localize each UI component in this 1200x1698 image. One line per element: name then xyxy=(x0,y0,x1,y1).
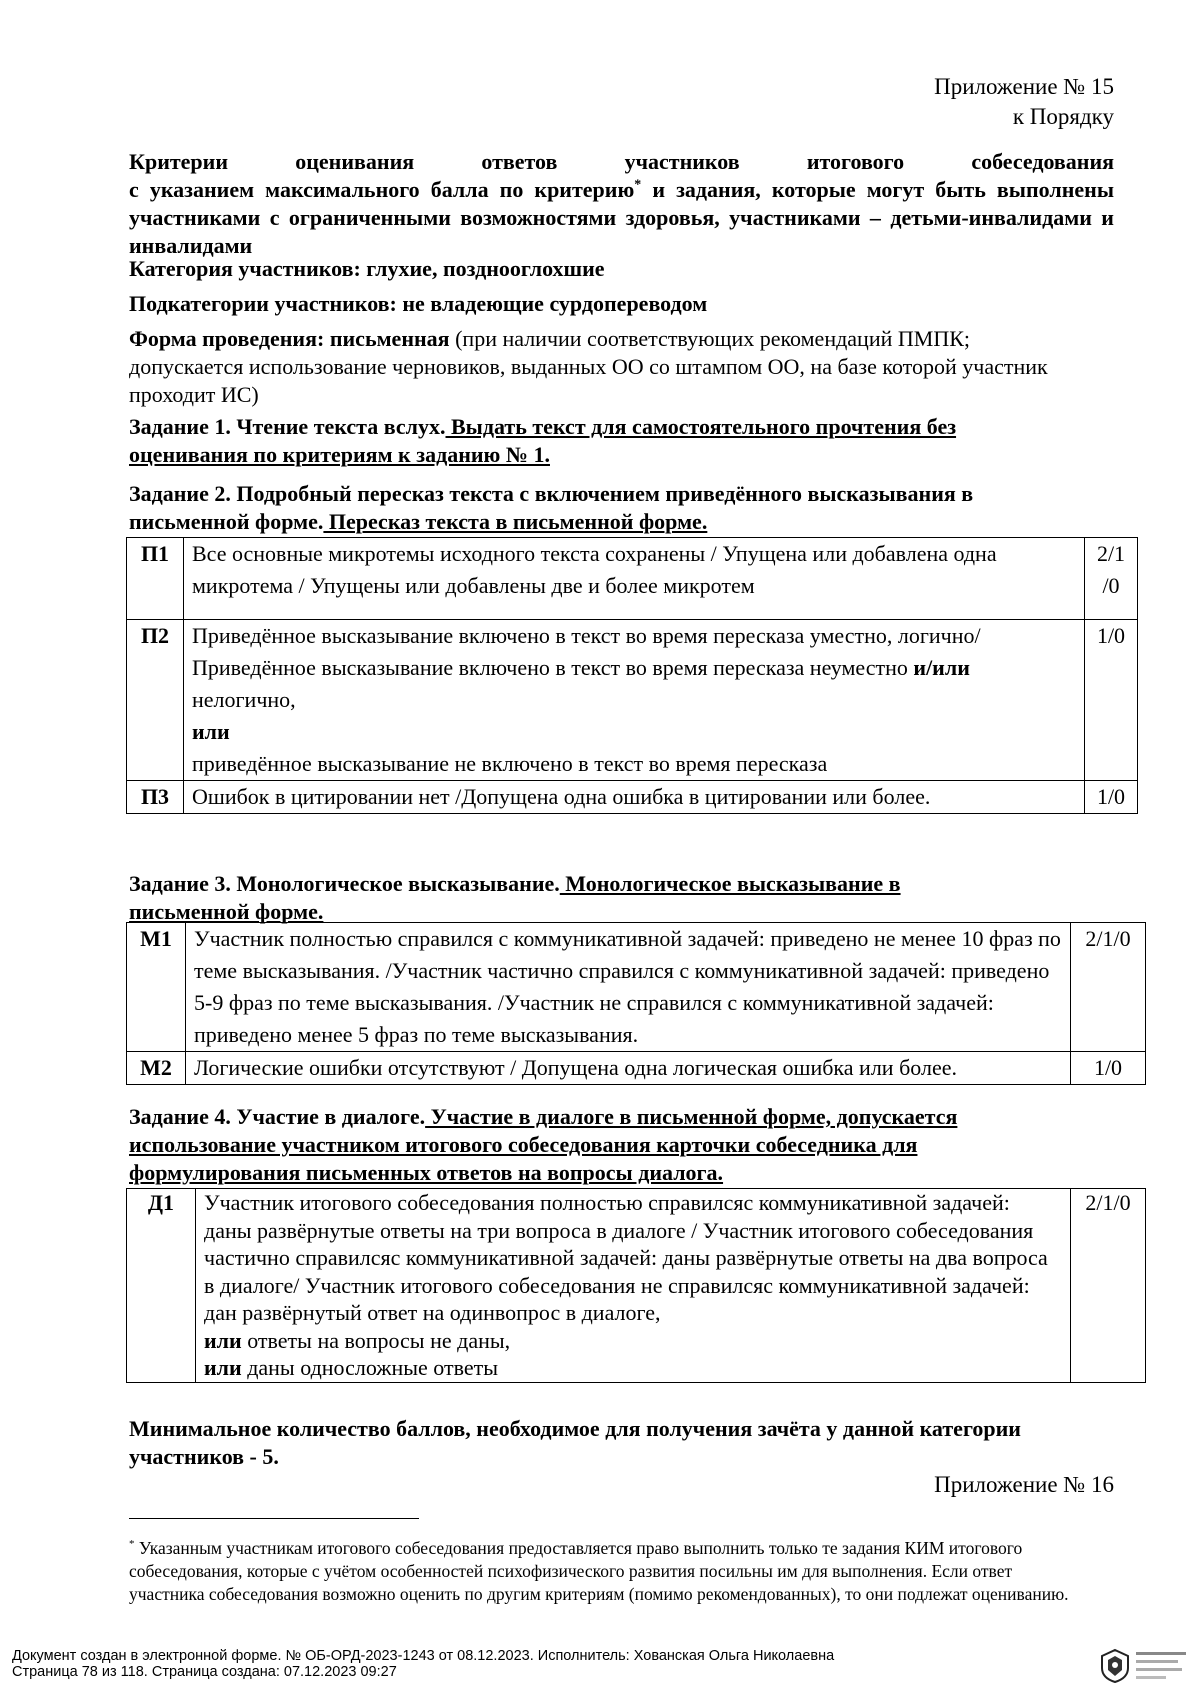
criterion-text: Логические ошибки отсутствуют / Допущена одна логическая ошибка или более. xyxy=(186,1052,1071,1085)
criterion-text: Участник итогового собеседования полностью справилсяс коммуникативной задачей: даны развёрнутые ответы на три вопроса в диалоге / Участник итогового собеседования частично справилсяс коммуникативной задачей: даны развёрнутые ответы на два вопроса в диалоге/ Участник итогового собеседования не справилсяс коммуникативной задачей: дан развёрнутый ответ на одинвопрос в диалоге, или ответы на вопросы не даны, или даны односложные ответы xyxy=(196,1189,1071,1383)
criterion-code: П1 xyxy=(127,538,184,620)
appendix-reference: к Порядку xyxy=(1012,104,1114,129)
criterion-score: 1/0 xyxy=(1085,781,1138,814)
exam-form: Форма проведения: письменная (при наличии соответствующих рекомендаций ПМПК; допускается использование черновиков, выданных ОО со штампом ОО, на базе которой участник проходит ИС) xyxy=(129,326,1048,407)
criterion-code: М2 xyxy=(127,1052,186,1085)
criterion-text: Все основные микротемы исходного текста сохранены / Упущена или добавлена одна микротема / Упущены или добавлены две и более микротем xyxy=(184,538,1085,620)
task-4-criteria-table xyxy=(126,1188,1146,1383)
criterion-code: П3 xyxy=(127,781,184,814)
title-rest: с указанием максимального балла по критерию* и задания, которые могут быть выполнены участниками с ограниченными возможностями здоровья, участниками – детьми-инвалидами и инвалидами xyxy=(129,177,1114,258)
criterion-code: Д1 xyxy=(127,1189,196,1383)
criterion-code: П2 xyxy=(127,620,184,781)
participant-category: Категория участников: глухие, позднооглохшие xyxy=(129,256,605,281)
task-3-criteria-table xyxy=(126,922,1146,1085)
criterion-text: Участник полностью справился с коммуникативной задачей: приведено не менее 10 фраз по теме высказывания. /Участник частично справился с коммуникативной задачей: приведено 5-9 фраз по теме высказывания. /Участник не справился с коммуникативной задачей: приведено менее 5 фраз по теме высказывания. xyxy=(186,923,1071,1052)
task-4-heading: Задание 4. Участие в диалоге. Участие в диалоге в письменной форме, допускается использование участником итогового собеседования карточки собеседника для формулирования письменных ответов на вопросы диалога. xyxy=(129,1104,958,1185)
title-line-1: Критерии оценивания ответов участников итогового собеседования xyxy=(129,149,1115,174)
criterion-code: М1 xyxy=(127,923,186,1052)
document-title xyxy=(129,148,1114,260)
task-1-heading: Задание 1. Чтение текста вслух. Выдать текст для самостоятельного прочтения без оценивания по критериям к заданию № 1. xyxy=(129,414,957,467)
criterion-text: Приведённое высказывание включено в текст во время пересказа уместно, логично/ Приведённое высказывание включено в текст во время пересказа неуместно и/или нелогично, или приведённое высказывание не включено в текст во время пересказа xyxy=(184,620,1085,781)
footnote-separator xyxy=(129,1518,419,1519)
task-2-heading: Задание 2. Подробный пересказ текста с включением приведённого высказывания в письменной форме. Пересказ текста в письменной форме. xyxy=(129,481,974,534)
table-row xyxy=(127,620,1138,781)
table-row xyxy=(127,1052,1146,1085)
criterion-score: 2/1/0 xyxy=(1071,1189,1146,1383)
coat-of-arms-icon xyxy=(1098,1648,1132,1684)
footnote: * Указанным участникам итогового собеседования предоставляется право выполнить только те задания КИМ итогового собеседования, которые с учётом особенностей психофизического развития посильны им для выполнения. Если ответ участника собеседования возможно оценить по другим критериям (помимо рекомендованных), то они подлежат оцениванию. xyxy=(129,1537,1069,1604)
appendix-number: Приложение № 15 xyxy=(934,74,1114,99)
criterion-score: 1/0 xyxy=(1071,1052,1146,1085)
government-emblem-text-icon xyxy=(1134,1648,1192,1684)
minimum-score-note: Минимальное количество баллов, необходимое для получения зачёта у данной категории участников - 5. xyxy=(129,1416,1021,1469)
table-row xyxy=(127,923,1146,1052)
page-info-line: Страница 78 из 118. Страница создана: 07.12.2023 09:27 xyxy=(12,1664,397,1680)
table-row xyxy=(127,781,1138,814)
criterion-text: Ошибок в цитировании нет /Допущена одна ошибка в цитировании или более. xyxy=(184,781,1085,814)
task-3-heading: Задание 3. Монологическое высказывание. Монологическое высказывание в письменной форме. xyxy=(129,871,901,924)
criterion-score: 1/0 xyxy=(1085,620,1138,781)
table-row xyxy=(127,1189,1146,1383)
criterion-score: 2/1 /0 xyxy=(1085,538,1138,620)
participant-subcategory: Подкатегории участников: не владеющие сурдопереводом xyxy=(129,291,708,316)
appendix-header xyxy=(934,72,1114,132)
document-status-bar xyxy=(12,1648,1092,1680)
table-row xyxy=(127,538,1138,620)
criterion-score: 2/1/0 xyxy=(1071,923,1146,1052)
task-2-criteria-table xyxy=(126,537,1138,814)
next-appendix: Приложение № 16 xyxy=(934,1472,1114,1497)
document-info-line: Документ создан в электронной форме. № ОБ-ОРД-2023-1243 от 08.12.2023. Исполнитель: Хованская Ольга Николаевна xyxy=(12,1648,835,1664)
